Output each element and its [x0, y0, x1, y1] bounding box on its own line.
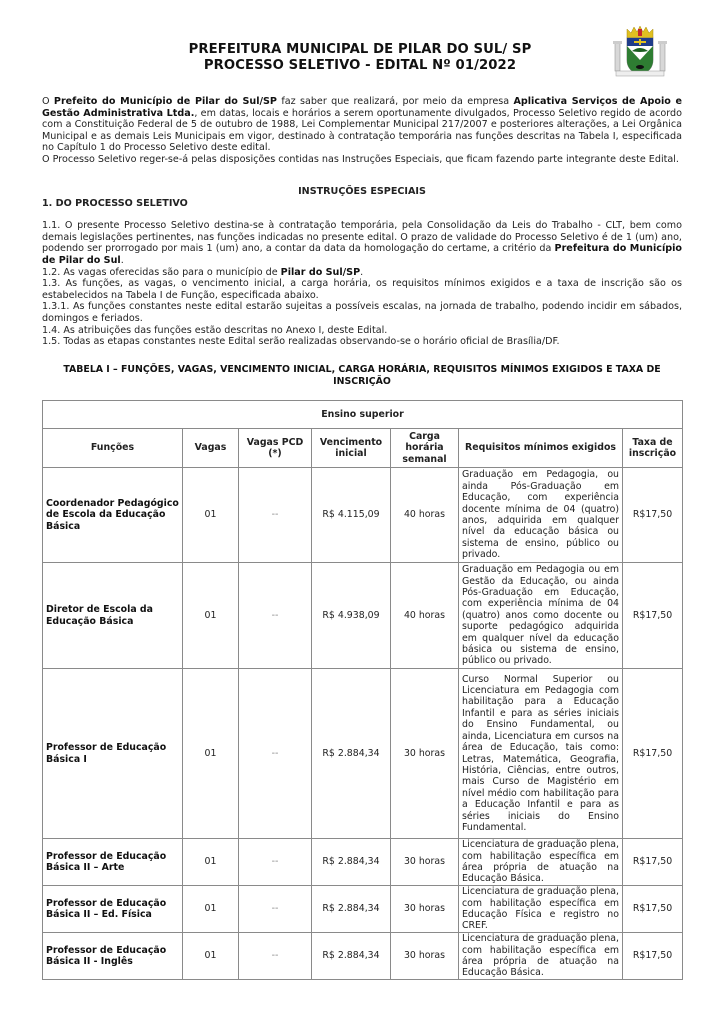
intro-paragraph-1: O Prefeito do Município de Pilar do Sul/SP faz saber que realizará, por meio da empresa Aplicativa Serviços de Apoio e Gestão Administrativa Ltda., em datas, locais e horários a serem oportunamente divulgados, Processo Seletivo regido de acordo com a Constituição Federal de 5 de outubro de 1988, Lei Complementar Municipal 217/2007 e posteriores alterações, a Lei Orgânica Municipal e as demais Leis Municipais em vigor, destinado à contratação temporária nas funções descritas na Tabela I, especificada no Capítulo 1 do Processo Seletivo deste edital. — [42, 96, 682, 154]
cell-vagas: 01 — [183, 839, 239, 886]
item-1-3: 1.3. As funções, as vagas, o vencimento inicial, a carga horária, os requisitos mínimos exigidos e a taxa de inscrição são os estabelecidos na Tabela I de Função, especificada abaixo. — [42, 278, 682, 301]
cell-funcao: Professor de Educação Básica I — [43, 669, 183, 839]
cell-vagas: 01 — [183, 468, 239, 563]
cell-requisitos: Graduação em Pedagogia, ou ainda Pós-Graduação em Educação, com experiência docente mínima de 04 (quatro) anos, adquirida em qualquer nível da educação básica ou sistema de ensino, público ou privado. — [459, 468, 623, 563]
table-row — [43, 669, 683, 839]
cell-taxa: R$17,50 — [623, 839, 683, 886]
item-1-2: 1.2. As vagas oferecidas são para o município de Pilar do Sul/SP. — [42, 266, 364, 278]
item-1-1: 1.1. O presente Processo Seletivo destina-se à contratação temporária, pela Consolidação da Leis do Trabalho - CLT, bem como demais legislações pertinentes, nas funções indicadas no presente edital. O prazo de validade do Processo Seletivo é de 1 (um) ano, podendo ser prorrogado por mais 1 (um) ano, a contar da data da homologação do certame, a critério da Prefeitura do Município de Pilar do Sul. — [42, 220, 682, 266]
cell-funcao: Professor de Educação Básica II - Inglês — [43, 933, 183, 980]
cell-pcd: -- — [239, 669, 312, 839]
cell-pcd: -- — [239, 839, 312, 886]
table-title: TABELA I – FUNÇÕES, VAGAS, VENCIMENTO INICIAL, CARGA HORÁRIA, REQUISITOS MÍNIMOS EXIGIDOS E TAXA DE INSCRIÇÃO — [63, 364, 661, 387]
table-group-row — [43, 401, 683, 429]
section-1-title: 1. DO PROCESSO SELETIVO — [42, 197, 188, 209]
cell-pcd: -- — [239, 886, 312, 933]
cell-pcd: -- — [239, 563, 312, 669]
cell-requisitos: Graduação em Pedagogia ou em Gestão da Educação, ou ainda Pós-Graduação em Educação, com experiência mínima de 04 (quatro) anos como docente ou suporte pedagógico adquirida em qualquer nível da educação básica ou sistema de ensino, público ou privado. — [459, 563, 623, 669]
cell-taxa: R$17,50 — [623, 669, 683, 839]
col-header-carga: Carga horária semanal — [391, 429, 459, 468]
cell-vencimento: R$ 2.884,34 — [312, 886, 391, 933]
item-1-5: 1.5. Todas as etapas constantes neste Edital serão realizadas observando-se o horário oficial de Brasília/DF. — [42, 336, 560, 348]
table-header-row — [43, 429, 683, 468]
cell-vagas: 01 — [183, 886, 239, 933]
col-header-taxa: Taxa de inscrição — [623, 429, 683, 468]
cell-carga: 30 horas — [391, 933, 459, 980]
cell-requisitos: Licenciatura de graduação plena, com habilitação específica em Educação Física e registro no CREF. — [459, 886, 623, 933]
item-1-4: 1.4. As atribuições das funções estão descritas no Anexo I, deste Edital. — [42, 324, 388, 336]
instructions-title: INSTRUÇÕES ESPECIAIS — [298, 186, 426, 197]
cell-pcd: -- — [239, 468, 312, 563]
header-title-line1: PREFEITURA MUNICIPAL DE PILAR DO SUL/ SP — [188, 42, 532, 57]
table-row — [43, 839, 683, 886]
cell-requisitos: Licenciatura de graduação plena, com habilitação específica em área própria de atuação na Educação Básica. — [459, 933, 623, 980]
cell-vagas: 01 — [183, 563, 239, 669]
cell-vagas: 01 — [183, 669, 239, 839]
table-row — [43, 886, 683, 933]
cell-taxa: R$17,50 — [623, 563, 683, 669]
cell-vencimento: R$ 2.884,34 — [312, 933, 391, 980]
instructions-section — [42, 186, 682, 348]
cell-taxa: R$17,50 — [623, 886, 683, 933]
cell-requisitos: Licenciatura de graduação plena, com habilitação específica em área própria de atuação na Educação Básica. — [459, 839, 623, 886]
item-1-3-1: 1.3.1. As funções constantes neste edital estarão sujeitas a possíveis escalas, na jornada de trabalho, podendo incidir em sábados, domingos e feriados. — [42, 301, 682, 324]
cell-vencimento: R$ 2.884,34 — [312, 669, 391, 839]
cell-funcao: Professor de Educação Básica II – Ed. Física — [43, 886, 183, 933]
col-header-requisitos: Requisitos mínimos exigidos — [459, 429, 623, 468]
table-row — [43, 563, 683, 669]
cell-funcao: Coordenador Pedagógico de Escola da Educação Básica — [43, 468, 183, 563]
col-header-vagas-pcd: Vagas PCD (*) — [239, 429, 312, 468]
cell-vencimento: R$ 2.884,34 — [312, 839, 391, 886]
cell-vagas: 01 — [183, 933, 239, 980]
coat-of-arms-icon — [610, 25, 670, 80]
table-row — [43, 933, 683, 980]
header-title-line2: PROCESSO SELETIVO - EDITAL Nº 01/2022 — [203, 58, 517, 73]
intro-paragraph-2: O Processo Seletivo reger-se-á pelas disposições contidas nas Instruções Especiais, que ficam fazendo parte integrante deste Edital. — [42, 153, 679, 165]
cell-taxa: R$17,50 — [623, 468, 683, 563]
cell-pcd: -- — [239, 933, 312, 980]
cell-carga: 30 horas — [391, 886, 459, 933]
cell-taxa: R$17,50 — [623, 933, 683, 980]
cell-funcao: Diretor de Escola da Educação Básica — [43, 563, 183, 669]
intro-section — [42, 96, 682, 166]
col-header-vencimento: Vencimento inicial — [312, 429, 391, 468]
cell-requisitos: Curso Normal Superior ou Licenciatura em Pedagogia com habilitação para a Educação Infantil e para as séries iniciais do Ensino Fundamental, ou ainda, Licenciatura em cursos na área de Educação, tais como: Letras, Matemática, Geografia, História, Ciências, entre outros, mais Curso de Magistério em nível médio com habilitação para a Educação Infantil e para as séries iniciais do Ensino Fundamental. — [459, 669, 623, 839]
cell-funcao: Professor de Educação Básica II – Arte — [43, 839, 183, 886]
table-row — [43, 468, 683, 563]
cell-carga: 40 horas — [391, 468, 459, 563]
cell-vencimento: R$ 4.938,09 — [312, 563, 391, 669]
functions-table — [42, 400, 683, 980]
cell-carga: 40 horas — [391, 563, 459, 669]
cell-carga: 30 horas — [391, 839, 459, 886]
cell-carga: 30 horas — [391, 669, 459, 839]
cell-vencimento: R$ 4.115,09 — [312, 468, 391, 563]
col-header-funcoes: Funções — [43, 429, 183, 468]
col-header-vagas: Vagas — [183, 429, 239, 468]
group-header: Ensino superior — [43, 401, 683, 429]
